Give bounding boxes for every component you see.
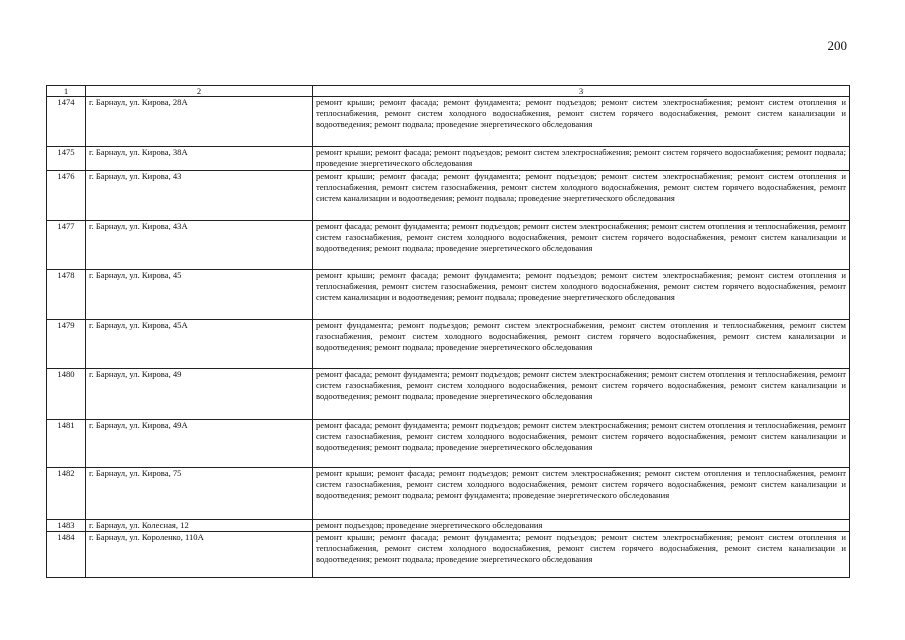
- row-number: 1484: [47, 532, 86, 578]
- table-row: [47, 520, 850, 532]
- table-row: [47, 270, 850, 320]
- page-number: 200: [827, 38, 847, 53]
- row-address: г. Барнаул, ул. Кирова, 45А: [86, 320, 313, 369]
- table-row: [47, 320, 850, 369]
- row-works: ремонт крыши; ремонт фасада; ремонт фундамента; ремонт подъездов; ремонт систем электроснабжения; ремонт систем отопления и теплоснабжения, ремонт систем газоснабжения, ремонт систем холодного водоснабжения, ремонт систем горячего водоснабжения, ремонт систем канализации и водоотведения; ремонт подвала; проведение энергетического обследования: [313, 171, 850, 221]
- row-works: ремонт фундамента; ремонт подъездов; ремонт систем электроснабжения, ремонт систем отопления и теплоснабжения, ремонт систем газоснабжения, ремонт систем холодного водоснабжения, ремонт систем горячего водоснабжения, ремонт систем канализации и водоотведения; ремонт подвала; проведение энергетического обследования: [313, 320, 850, 369]
- row-address: г. Барнаул, ул. Кирова, 28А: [86, 97, 313, 147]
- table-row: [47, 221, 850, 270]
- row-address: г. Барнаул, ул. Кирова, 49А: [86, 420, 313, 468]
- row-address: г. Барнаул, ул. Колесная, 12: [86, 520, 313, 532]
- row-number: 1481: [47, 420, 86, 468]
- table-row: [47, 532, 850, 578]
- table-row: [47, 97, 850, 147]
- row-works: ремонт подъездов; проведение энергетического обследования: [313, 520, 850, 532]
- row-address: г. Барнаул, ул. Кирова, 43: [86, 171, 313, 221]
- row-number: 1482: [47, 468, 86, 520]
- row-address: г. Барнаул, ул. Короленко, 110А: [86, 532, 313, 578]
- row-works: ремонт крыши; ремонт фасада; ремонт фундамента; ремонт подъездов; ремонт систем электроснабжения; ремонт систем отопления и теплоснабжения, ремонт систем холодного водоснабжения, ремонт систем горячего водоснабжения, ремонт систем канализации и водоотведения; ремонт подвала; проведение энергетического обследования: [313, 97, 850, 147]
- row-works: ремонт крыши; ремонт фасада; ремонт подъездов; ремонт систем электроснабжения; ремонт систем горячего водоснабжения; ремонт подвала; проведение энергетического обследования: [313, 147, 850, 171]
- row-address: г. Барнаул, ул. Кирова, 45: [86, 270, 313, 320]
- row-works: ремонт крыши; ремонт фасада; ремонт фундамента; ремонт подъездов; ремонт систем электроснабжения; ремонт систем отопления и теплоснабжения, ремонт систем газоснабжения, ремонт систем холодного водоснабжения, ремонт систем горячего водоснабжения, ремонт систем канализации и водоотведения; ремонт подвала; проведение энергетического обследования: [313, 270, 850, 320]
- row-number: 1483: [47, 520, 86, 532]
- table-row: [47, 171, 850, 221]
- row-works: ремонт фасада; ремонт фундамента; ремонт подъездов; ремонт систем электроснабжения; ремонт систем отопления и теплоснабжения, ремонт систем газоснабжения, ремонт систем холодного водоснабжения, ремонт систем горячего водоснабжения, ремонт систем канализации и водоотведения; ремонт подвала; проведение энергетического обследования: [313, 420, 850, 468]
- row-number: 1474: [47, 97, 86, 147]
- row-works: ремонт крыши; ремонт фасада; ремонт подъездов; ремонт систем электроснабжения; ремонт систем отопления и теплоснабжения, ремонт систем газоснабжения, ремонт систем холодного водоснабжения, ремонт систем горячего водоснабжения, ремонт систем канализации и водоотведения; ремонт подвала; ремонт фундамента; проведение энергетического обследования: [313, 468, 850, 520]
- table-header-row: [47, 86, 850, 97]
- row-number: 1476: [47, 171, 86, 221]
- row-number: 1477: [47, 221, 86, 270]
- header-col-1: 1: [47, 86, 86, 97]
- table-row: [47, 468, 850, 520]
- header-col-2: 2: [86, 86, 313, 97]
- table-row: [47, 147, 850, 171]
- row-address: г. Барнаул, ул. Кирова, 75: [86, 468, 313, 520]
- row-works: ремонт фасада; ремонт фундамента; ремонт подъездов; ремонт систем электроснабжения; ремонт систем отопления и теплоснабжения, ремонт систем газоснабжения, ремонт систем холодного водоснабжения, ремонт систем горячего водоснабжения, ремонт систем канализации и водоотведения; ремонт подвала; проведение энергетического обследования: [313, 369, 850, 420]
- row-number: 1479: [47, 320, 86, 369]
- row-address: г. Барнаул, ул. Кирова, 43А: [86, 221, 313, 270]
- row-works: ремонт крыши; ремонт фасада; ремонт фундамента; ремонт подъездов; ремонт систем электроснабжения; ремонт систем отопления и теплоснабжения, ремонт систем холодного водоснабжения, ремонт систем горячего водоснабжения, ремонт систем канализации и водоотведения; ремонт подвала; проведение энергетического обследования: [313, 532, 850, 578]
- row-number: 1475: [47, 147, 86, 171]
- row-address: г. Барнаул, ул. Кирова, 38А: [86, 147, 313, 171]
- address-works-table: [46, 85, 850, 578]
- row-number: 1478: [47, 270, 86, 320]
- table-row: [47, 420, 850, 468]
- row-works: ремонт фасада; ремонт фундамента; ремонт подъездов; ремонт систем электроснабжения; ремонт систем отопления и теплоснабжения, ремонт систем газоснабжения, ремонт систем холодного водоснабжения, ремонт систем горячего водоснабжения, ремонт систем канализации и водоотведения; ремонт подвала; проведение энергетического обследования: [313, 221, 850, 270]
- row-address: г. Барнаул, ул. Кирова, 49: [86, 369, 313, 420]
- header-col-3: 3: [313, 86, 850, 97]
- table-row: [47, 369, 850, 420]
- row-number: 1480: [47, 369, 86, 420]
